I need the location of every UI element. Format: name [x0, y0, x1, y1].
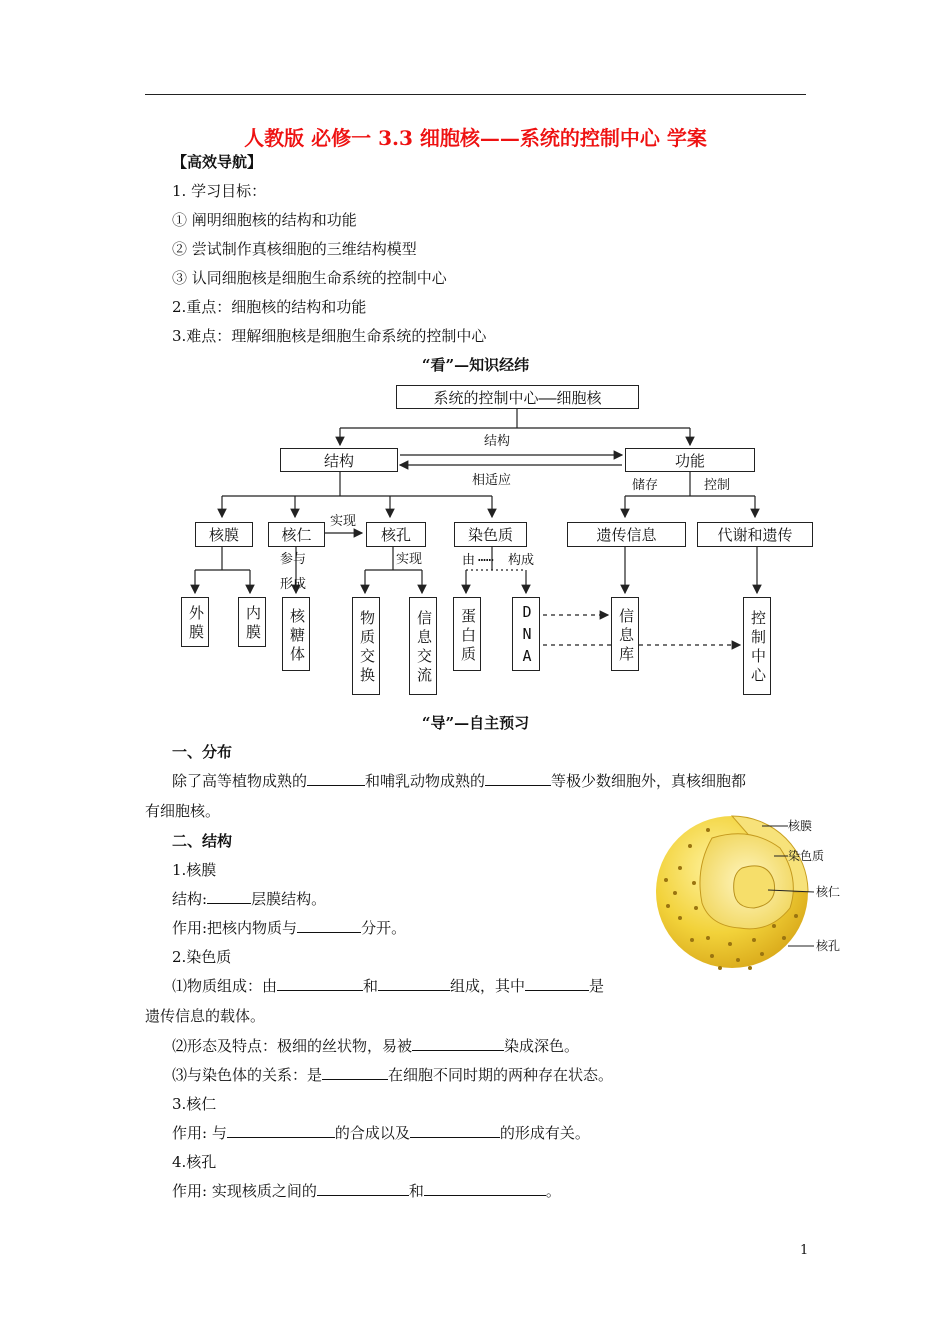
leaf-control-center: 控制中心 — [743, 597, 771, 695]
concept-genetic-info: 遗传信息 — [567, 522, 686, 547]
label-form: 形成 — [280, 577, 307, 592]
concept-root: 系统的控制中心——细胞核 — [396, 385, 639, 409]
leaf-outer-membrane: 外膜 — [181, 597, 209, 647]
part1-heading: 一、分布 — [172, 743, 233, 761]
label-realize: 实现 — [396, 552, 423, 567]
fig-label-pore: 核孔 — [816, 939, 841, 953]
part1-line2: 有细胞核。 — [145, 802, 221, 820]
section-nav: 【高效导航】 — [172, 153, 263, 171]
nm-structure: 结构: 层膜结构。 — [172, 890, 327, 908]
sub-nuclear-pore: 4.核孔 — [172, 1153, 217, 1171]
look-heading: “看”—知识经纬 — [421, 356, 530, 374]
concept-nuclear-membrane: 核膜 — [195, 522, 253, 547]
label-dots: …… — [478, 550, 494, 565]
label-store: 储存 — [632, 478, 659, 493]
fig-label-chromatin: 染色质 — [788, 849, 825, 863]
leaf-ribosome: 核糖体 — [282, 597, 310, 671]
concept-function: 功能 — [625, 448, 755, 472]
objective-item: ③ 认同细胞核是细胞生命系统的控制中心 — [172, 269, 447, 287]
sub-nuclear-membrane: 1.核膜 — [172, 861, 217, 879]
chromatin-composition-cont: 遗传信息的载体。 — [145, 1007, 266, 1025]
leaf-info-library: 信息库 — [611, 597, 639, 671]
part1-line1: 除了高等植物成熟的 和哺乳动物成熟的 等极少数细胞外，真核细胞都 — [172, 772, 747, 790]
leaf-material-exchange: 物质交换 — [352, 597, 380, 695]
part2-heading: 二、结构 — [172, 832, 233, 850]
difficulty: 3.难点：理解细胞核是细胞生命系统的控制中心 — [172, 327, 487, 345]
label-compose: 构成 — [508, 553, 535, 568]
objective-item: ① 阐明细胞核的结构和功能 — [172, 211, 357, 229]
concept-chromatin: 染色质 — [454, 522, 527, 547]
label-participate: 参与 — [280, 552, 307, 567]
label-realize: 实现 — [330, 514, 357, 529]
leaf-info-exchange: 信息交流 — [409, 597, 437, 695]
objective-item: ② 尝试制作真核细胞的三维结构模型 — [172, 240, 417, 258]
page-title: 人教版 必修一 3.3 细胞核——系统的控制中心 学案 — [244, 126, 707, 150]
leaf-dna: DNA — [512, 597, 540, 671]
chromatin-relation: ⑶与染色体的关系：是 在细胞不同时期的两种存在状态。 — [172, 1066, 614, 1084]
sub-nucleolus: 3.核仁 — [172, 1095, 217, 1113]
label-by: 由 — [462, 553, 476, 568]
guide-heading: “导”—自主预习 — [421, 714, 530, 732]
fig-label-membrane: 核膜 — [788, 819, 813, 833]
label-adapt: 相适应 — [472, 473, 512, 488]
chromatin-composition: ⑴物质组成：由 和 组成，其中 是 — [172, 977, 605, 995]
key-point: 2.重点：细胞核的结构和功能 — [172, 298, 367, 316]
pore-function: 作用: 实现核质之间的 和 。 — [172, 1182, 561, 1200]
nucleolus-function: 作用: 与 的合成以及 的形成有关。 — [172, 1124, 590, 1142]
fig-label-nucleolus: 核仁 — [816, 885, 841, 899]
page-number: 1 — [800, 1243, 809, 1258]
leaf-protein: 蛋白质 — [453, 597, 481, 671]
concept-nucleolus: 核仁 — [268, 522, 325, 547]
nm-function: 作用:把核内物质与 分开。 — [172, 919, 407, 937]
label-structure: 结构 — [484, 434, 511, 449]
objectives-heading: 1. 学习目标： — [172, 182, 267, 200]
concept-metabolism-heredity: 代谢和遗传 — [697, 522, 813, 547]
label-control: 控制 — [704, 478, 731, 493]
leaf-inner-membrane: 内膜 — [238, 597, 266, 647]
sub-chromatin: 2.染色质 — [172, 948, 232, 966]
concept-structure: 结构 — [280, 448, 398, 472]
chromatin-morphology: ⑵形态及特点：极细的丝状物，易被 染成深色。 — [172, 1037, 580, 1055]
concept-nuclear-pore: 核孔 — [366, 522, 426, 547]
